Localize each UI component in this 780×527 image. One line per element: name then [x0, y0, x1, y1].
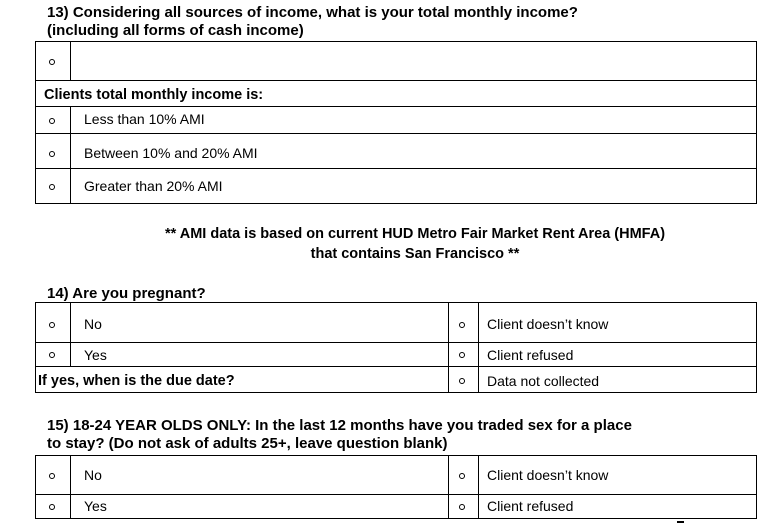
ami-note-line1: ** AMI data is based on current HUD Metro Fair Market Rent Area (HMFA): [164, 226, 666, 242]
page-edge-mark: [677, 521, 684, 523]
q13-option-label: Between 10% and 20% AMI: [84, 145, 258, 161]
q14-yes-radio[interactable]: [49, 352, 55, 358]
q15-refused-radio[interactable]: [459, 504, 465, 510]
q14-dont-know-radio[interactable]: [459, 322, 465, 328]
q15-yes-label: Yes: [84, 498, 107, 514]
ami-note-line2: that contains San Francisco **: [310, 246, 520, 262]
q15-dont-know-label: Client doesn’t know: [487, 467, 609, 483]
q15-yes-radio[interactable]: [49, 504, 55, 510]
q13-income-field[interactable]: [71, 42, 756, 79]
q13-option-radio[interactable]: [49, 184, 55, 190]
q13-option-label: Greater than 20% AMI: [84, 178, 223, 194]
q15-table: [35, 455, 757, 519]
q14-due-date-label: If yes, when is the due date?: [38, 373, 235, 389]
q13-subheading: Clients total monthly income is:: [44, 87, 264, 103]
q14-yes-label: Yes: [84, 347, 107, 363]
q15-no-radio[interactable]: [49, 473, 55, 479]
q15-refused-label: Client refused: [487, 498, 574, 514]
q15-dont-know-radio[interactable]: [459, 473, 465, 479]
q13-title-line2: (including all forms of cash income): [47, 22, 304, 39]
q14-dont-know-label: Client doesn’t know: [487, 316, 609, 332]
q14-no-radio[interactable]: [49, 322, 55, 328]
q15-title-line2: to stay? (Do not ask of adults 25+, leave question blank): [47, 435, 448, 452]
q15-title-line1: 15) 18-24 YEAR OLDS ONLY: In the last 12 months have you traded sex for a place: [47, 417, 632, 434]
q13-option-radio[interactable]: [49, 118, 55, 124]
q13-title-line1: 13) Considering all sources of income, what is your total monthly income?: [47, 4, 578, 21]
q14-title: 14) Are you pregnant?: [47, 285, 206, 302]
q13-option-radio[interactable]: [49, 151, 55, 157]
q14-not-collected-label: Data not collected: [487, 373, 600, 389]
q14-no-label: No: [84, 316, 102, 332]
q14-refused-radio[interactable]: [459, 352, 465, 358]
q14-refused-label: Client refused: [487, 347, 574, 363]
q14-not-collected-radio[interactable]: [459, 378, 465, 384]
q13-income-radio[interactable]: [49, 59, 55, 65]
q15-no-label: No: [84, 467, 102, 483]
q13-option-label: Less than 10% AMI: [84, 111, 205, 127]
